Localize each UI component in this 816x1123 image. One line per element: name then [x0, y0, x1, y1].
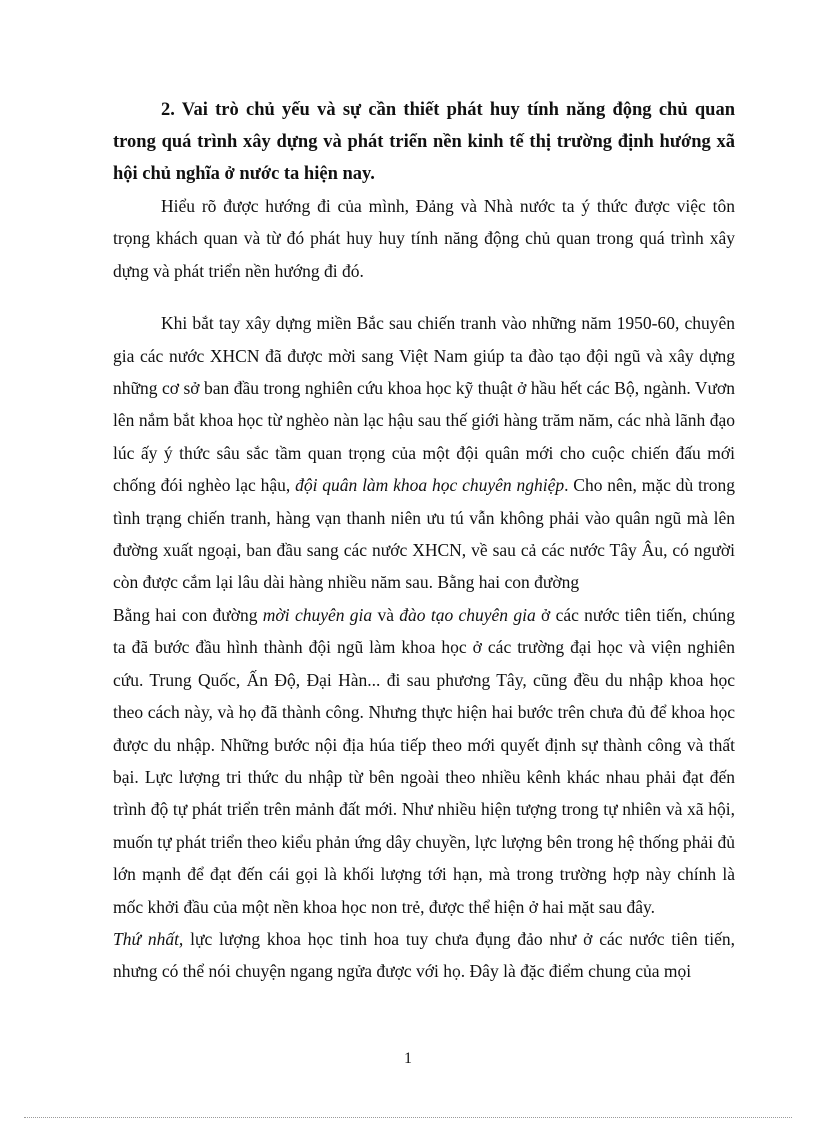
paragraph-two-paths-text-2: và: [372, 604, 400, 625]
page-bottom-divider: [24, 1117, 792, 1118]
page-number: 1: [404, 1050, 412, 1067]
paragraph-history: [113, 307, 735, 599]
paragraph-first-point-text: lực lượng khoa học tinh hoa tuy chưa đụng đảo như ở các nước tiên tiến, nhưng có thể nói chuyện ngang ngửa được với họ. Đây là đặc điểm chung của mọi: [113, 928, 736, 982]
paragraph-two-paths-text-1: Bằng hai con đường: [113, 604, 263, 625]
paragraph-history-text-1: Khi bắt tay xây dựng miền Bắc sau chiến tranh vào những năm 1950-60, chuyên gia các nước XHCN đã được mời sang Việt Nam giúp ta đào tạo đội ngũ và xây dựng những cơ sở ban đầu trong nghiên cứu khoa học kỹ thuật ở hầu hết các Bộ, ngành. Vươn lên nắm bắt khoa học từ nghèo nàn lạc hậu sau thế giới hàng trăm năm, các nhà lãnh đạo lúc ấy ý thức sâu sắc tầm quan trọng của một đội quân mới cho cuộc chiến đấu mới chống đói nghèo lạc hậu,: [113, 313, 735, 496]
section-heading: 2. Vai trò chủ yếu và sự cần thiết phát huy tính năng động chủ quan trong quá trình xây dựng và phát triển nền kinh tế thị trường định hướng xã hội chủ nghĩa ở nước ta hiện nay.: [113, 100, 735, 184]
page-content: [113, 94, 735, 988]
paragraph-two-paths-italic-1: mời chuyên gia: [262, 604, 373, 625]
paragraph-two-paths-italic-2: đào tạo chuyên gia: [399, 604, 536, 625]
paragraph-history-italic: đội quân làm khoa học chuyên nghiệp: [295, 475, 565, 496]
paragraph-two-paths-text-3: ở các nước tiên tiến, chúng ta đã bước đầu hình thành đội ngũ làm khoa học ở các trường đại học và viện nghiên cứu. Trung Quốc, Ấn Độ, Đại Hàn... đi sau phương Tây, cũng đều du nhập khoa học theo cách này, và họ đã thành công. Nhưng thực hiện hai bước trên chưa đủ để khoa học được du nhập. Những bước nội địa húa tiếp theo mới quyết định sự thành công và thất bại. Lực lượng tri thức du nhập từ bên ngoài theo nhiều kênh khác nhau phải đạt đến trình độ tự phát triển trên mảnh đất mới. Như nhiều hiện tượng trong tự nhiên và xã hội, muốn tự phát triển theo kiểu phản ứng dây chuyền, lực lượng bên trong hệ thống phải đủ lớn mạnh để đạt đến cái gọi là khối lượng tới hạn, mà trong trường hợp này chính là mốc khởi đầu của một nền khoa học non trẻ, được thể hiện ở hai mặt sau đây.: [113, 604, 735, 917]
paragraph-first-point-italic: Thứ nhất,: [113, 928, 184, 949]
paragraph-first-point: [113, 923, 735, 988]
paragraph-two-paths: [113, 599, 735, 923]
paragraph-history-text-2: . Cho nên, mặc dù trong tình trạng chiến tranh, hàng vạn thanh niên ưu tú vẫn không phải vào quân ngũ mà lên đường xuất ngoại, ban đầu sang các nước XHCN, về sau cả các nước Tây Âu, có người còn được cắm lại lâu dài hàng nhiều năm sau. Bằng hai con đường: [113, 475, 735, 593]
paragraph-intro: Hiểu rõ được hướng đi của mình, Đảng và Nhà nước ta ý thức được việc tôn trọng khách quan và từ đó phát huy huy tính năng động chủ quan trong quá trình xây dựng và phát triển nền hướng đi đó.: [113, 196, 735, 281]
